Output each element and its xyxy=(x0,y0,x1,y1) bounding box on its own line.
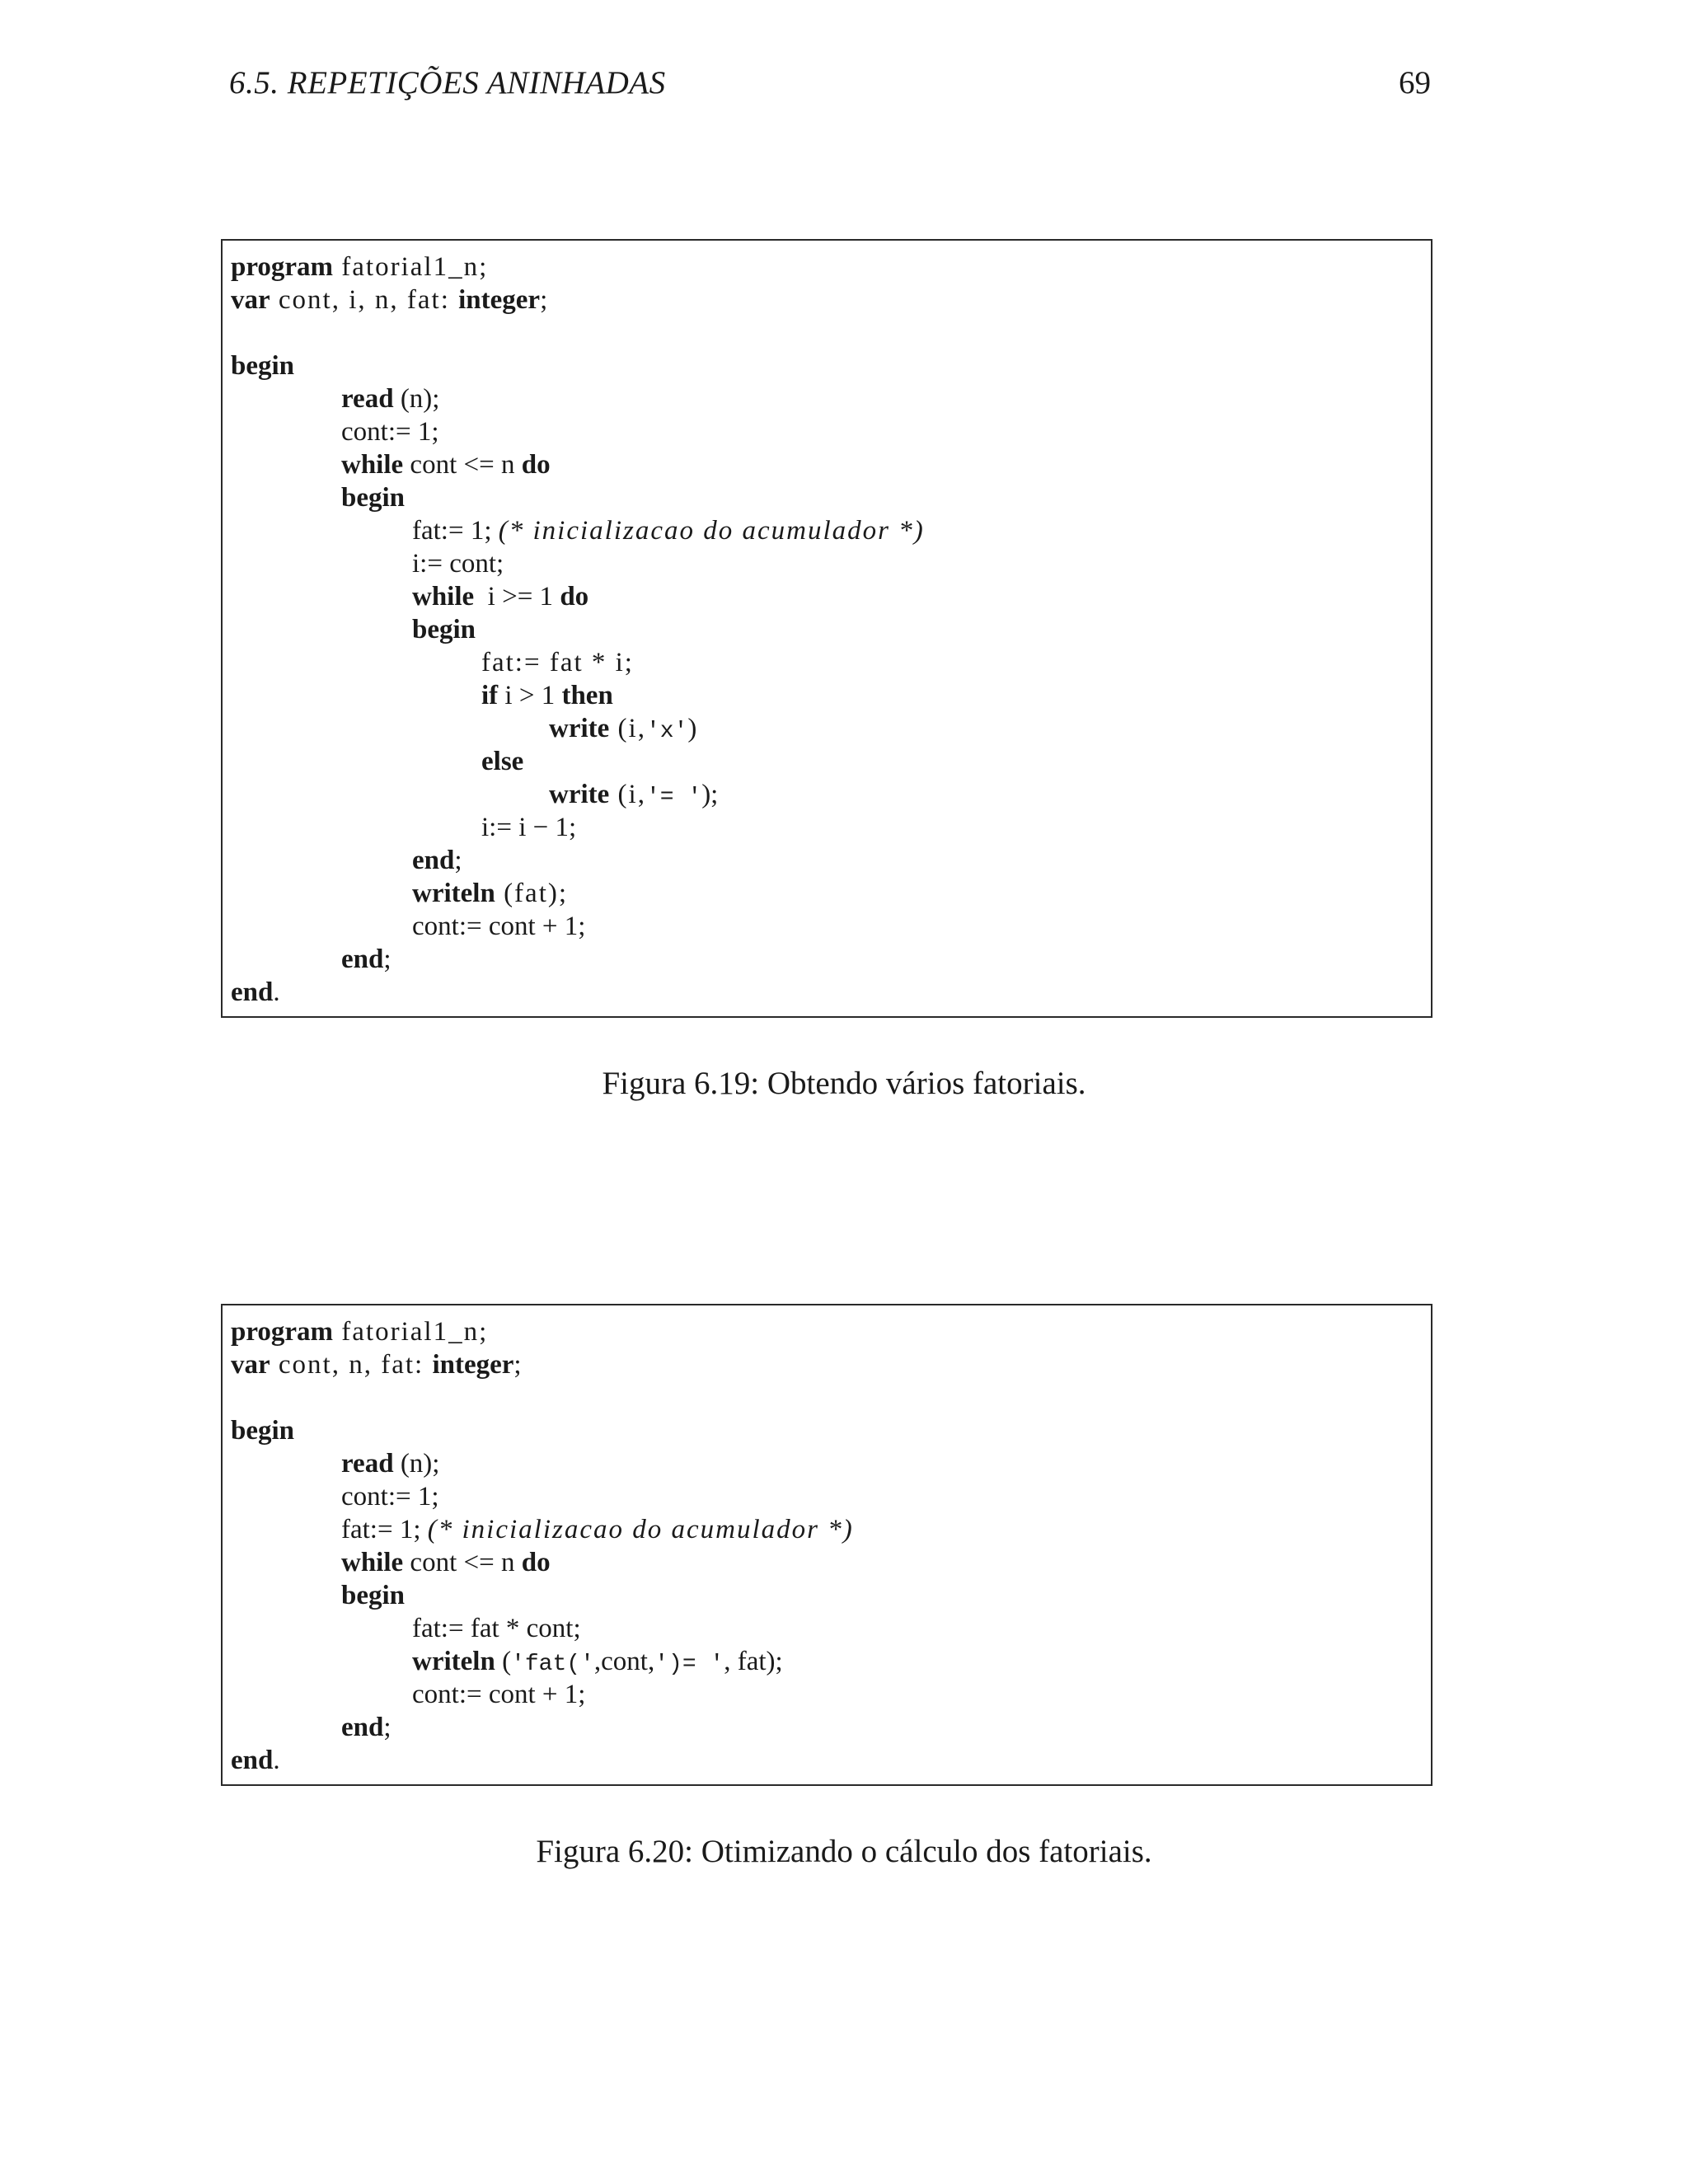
code-line xyxy=(231,1348,1423,1381)
code-line xyxy=(231,1546,1423,1579)
keyword: else xyxy=(481,747,524,776)
code-line xyxy=(231,580,1423,613)
code-text: i >= 1 xyxy=(474,582,560,612)
code-text: cont:= 1; xyxy=(341,417,439,447)
keyword: begin xyxy=(231,1416,295,1446)
code-line xyxy=(231,1447,1423,1480)
code-text: fat:= fat * cont; xyxy=(412,1614,581,1643)
keyword: var xyxy=(231,1350,270,1380)
keyword: then xyxy=(561,681,613,710)
keyword: end xyxy=(231,1746,274,1775)
code-text: fat:= 1; xyxy=(412,516,499,546)
figure-caption: Figura 6.19: Obtendo vários fatoriais. xyxy=(602,1066,1086,1101)
code-text: fatorial1_n; xyxy=(333,1317,489,1347)
code-text: fat:= fat * i; xyxy=(481,648,634,677)
keyword: write xyxy=(549,714,610,743)
keyword: integer xyxy=(458,285,541,315)
code-line xyxy=(231,349,1423,382)
code-text: i > 1 xyxy=(498,681,562,710)
code-text: ; xyxy=(383,1713,392,1742)
code-line xyxy=(231,1414,1423,1447)
string-literal: 'x' xyxy=(645,719,688,744)
code-text: ; xyxy=(513,1350,522,1380)
code-line xyxy=(231,976,1423,1009)
code-text: ) xyxy=(687,714,697,743)
keyword: do xyxy=(521,450,551,480)
code-line xyxy=(231,1744,1423,1777)
code-line xyxy=(231,1678,1423,1711)
code-listing-fatorial-optimized xyxy=(221,1304,1432,1786)
code-text: (i, xyxy=(609,780,646,809)
code-line xyxy=(231,712,1423,745)
code-line xyxy=(231,1645,1423,1678)
code-text: cont:= cont + 1; xyxy=(412,912,586,941)
keyword: program xyxy=(231,252,334,282)
blank-line xyxy=(231,316,1423,349)
keyword: writeln xyxy=(412,879,495,908)
code-text: i:= cont; xyxy=(412,549,504,579)
code-line xyxy=(231,1315,1423,1348)
code-text: cont, i, n, fat: xyxy=(270,285,459,315)
code-text: (fat); xyxy=(495,879,569,908)
code-line xyxy=(231,284,1423,316)
string-literal: ')= ' xyxy=(654,1652,724,1677)
code-line xyxy=(231,1480,1423,1513)
code-line xyxy=(231,415,1423,448)
code-line xyxy=(231,646,1423,679)
keyword: end xyxy=(412,846,455,875)
code-line xyxy=(231,1711,1423,1744)
code-text: fat:= 1; xyxy=(341,1515,428,1544)
code-comment: (* inicializacao do acumulador *) xyxy=(427,1515,854,1544)
string-literal: 'fat(' xyxy=(511,1652,594,1677)
code-line xyxy=(231,778,1423,811)
code-line xyxy=(231,382,1423,415)
code-line xyxy=(231,943,1423,976)
keyword: read xyxy=(341,1449,394,1479)
keyword: do xyxy=(560,582,589,612)
code-text: ,cont, xyxy=(593,1647,655,1676)
code-text: ); xyxy=(701,780,719,809)
string-literal: '= ' xyxy=(645,785,702,810)
running-head: 6.5. REPETIÇÕES ANINHADAS xyxy=(229,65,666,101)
keyword: read xyxy=(341,384,394,414)
keyword: end xyxy=(341,1713,384,1742)
code-line xyxy=(231,448,1423,481)
code-line xyxy=(231,745,1423,778)
code-text: ; xyxy=(454,846,462,875)
code-text: cont, n, fat: xyxy=(270,1350,433,1380)
code-text: ( xyxy=(495,1647,512,1676)
keyword: while xyxy=(341,450,404,480)
code-text: (n); xyxy=(393,384,440,414)
keyword: var xyxy=(231,285,270,315)
keyword: begin xyxy=(341,483,406,513)
code-text: ; xyxy=(540,285,548,315)
code-line xyxy=(231,844,1423,877)
code-line xyxy=(231,910,1423,943)
blank-line xyxy=(231,1381,1423,1414)
code-line xyxy=(231,251,1423,284)
code-line xyxy=(231,547,1423,580)
code-listing-fatorial-nested xyxy=(221,239,1432,1018)
code-text: fatorial1_n; xyxy=(333,252,489,282)
figure-caption: Figura 6.20: Otimizando o cálculo dos fatoriais. xyxy=(536,1834,1152,1869)
keyword: begin xyxy=(341,1581,406,1610)
code-text: , fat); xyxy=(724,1647,783,1676)
code-line xyxy=(231,613,1423,646)
code-text: i:= i − 1; xyxy=(481,813,577,842)
code-text: cont:= cont + 1; xyxy=(412,1680,586,1709)
page-number: 69 xyxy=(1399,65,1431,101)
code-text: cont <= n xyxy=(403,1548,522,1577)
code-text: cont <= n xyxy=(403,450,522,480)
code-line xyxy=(231,811,1423,844)
code-line xyxy=(231,877,1423,910)
code-text: ; xyxy=(383,944,392,974)
keyword: while xyxy=(412,582,475,612)
keyword: integer xyxy=(432,1350,514,1380)
code-line xyxy=(231,679,1423,712)
code-line xyxy=(231,514,1423,547)
keyword: program xyxy=(231,1317,334,1347)
keyword: end xyxy=(231,977,274,1007)
keyword: while xyxy=(341,1548,404,1577)
code-comment: (* inicializacao do acumulador *) xyxy=(498,516,925,546)
code-line xyxy=(231,481,1423,514)
code-text: (i, xyxy=(609,714,646,743)
code-text: . xyxy=(273,1746,280,1775)
keyword: begin xyxy=(412,615,476,644)
code-text: . xyxy=(273,977,280,1007)
keyword: writeln xyxy=(412,1647,495,1676)
code-line xyxy=(231,1612,1423,1645)
keyword: if xyxy=(481,681,499,710)
keyword: end xyxy=(341,944,384,974)
keyword: write xyxy=(549,780,610,809)
keyword: begin xyxy=(231,351,295,381)
code-line xyxy=(231,1579,1423,1612)
code-text: (n); xyxy=(393,1449,440,1479)
keyword: do xyxy=(521,1548,551,1577)
code-text: cont:= 1; xyxy=(341,1482,439,1511)
code-line xyxy=(231,1513,1423,1546)
